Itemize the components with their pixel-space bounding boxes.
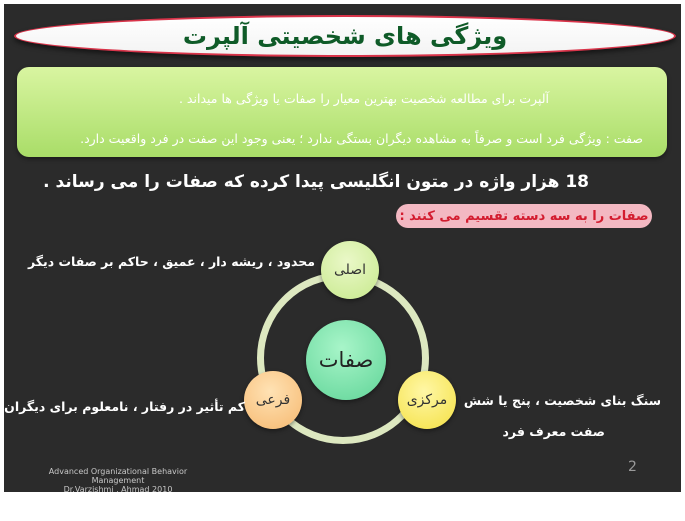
definition-box [17, 67, 667, 157]
markazi-description-line-1: سنگ بنای شخصیت ، پنج یا شش [463, 393, 661, 408]
markazi-description-line-2: صفت معرف فرد [502, 424, 605, 439]
definition-line-1: آلپرت برای مطالعه شخصیت بهترین معیار را صفات یا ویژگی ها میداند . [178, 91, 549, 106]
footer [28, 467, 208, 492]
node-markazi: مرکزی [398, 371, 456, 429]
definition-line-2: صفت : ویژگی فرد است و صرفاً به مشاهده دیگران بستگی ندارد ؛ یعنی وجود این صفت در فرد واقعیت دارد. [80, 131, 643, 146]
fact-text: 18 هزار واژه در متون انگلیسی پیدا کرده که صفات را می رساند . [43, 172, 589, 192]
asli-description: محدود ، ریشه دار ، عمیق ، حاکم بر صفات دیگر [27, 254, 315, 269]
title-banner [14, 15, 676, 57]
slide-title: ویژگی های شخصیتی آلپرت [182, 22, 508, 50]
footer-line-2: Management [91, 476, 145, 485]
footer-author: Dr.Varzishmi , Ahmad 2010 [63, 485, 173, 492]
slide [4, 4, 681, 492]
farei-description: کم تأثیر در رفتار ، نامعلوم برای دیگران [4, 399, 245, 414]
node-farei: فرعی [244, 371, 302, 429]
classification-label: صفات را به سه دسته تقسیم می کنند : [396, 204, 652, 228]
page-number: 2 [628, 459, 637, 475]
node-asli: اصلی [321, 241, 379, 299]
footer-line-1: Advanced Organizational Behavior [48, 467, 188, 476]
center-circle: صفات [306, 320, 386, 400]
